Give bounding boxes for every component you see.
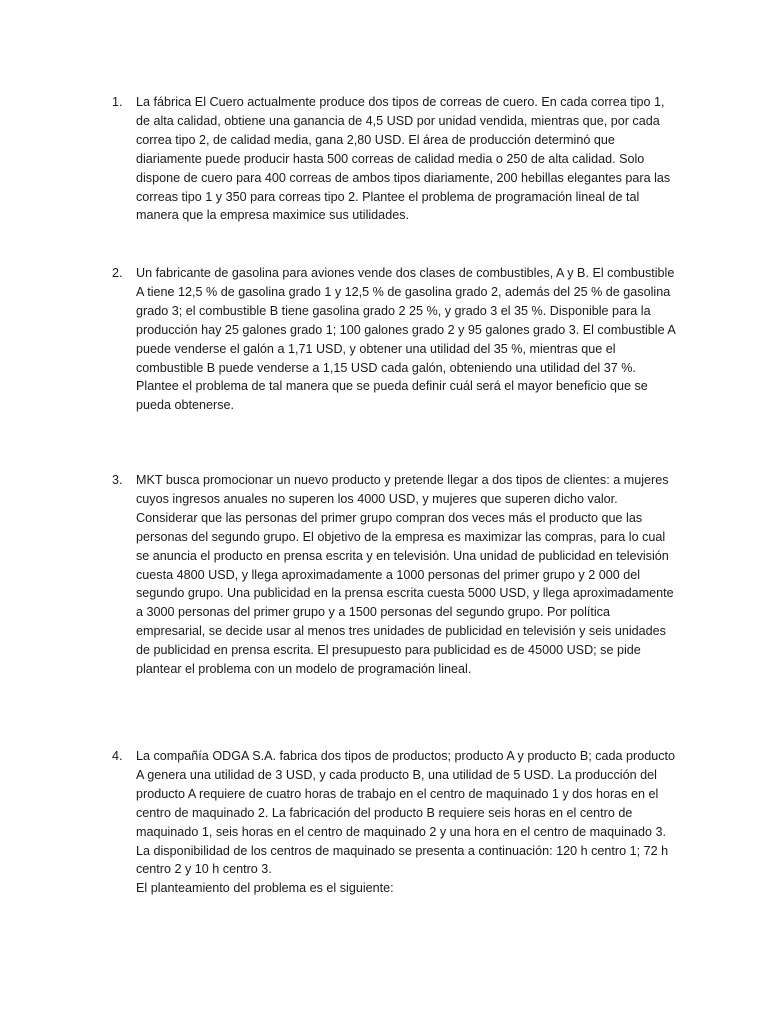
item-number: 1. [112,95,123,109]
item-paragraph-2: El planteamiento del problema es el siguiente: [136,881,394,896]
item-number: 2. [112,266,123,280]
item-number: 4. [112,749,123,763]
problem-item-1 [112,93,678,225]
item-number: 3. [112,473,123,487]
item-paragraph: La fábrica El Cuero actualmente produce dos tipos de correas de cuero. En cada correa tipo 1, de alta calidad, obtiene una ganancia de 4,5 USD por unidad vendida, mientras que, por cada correa tipo 2, de calidad media, gana 2,80 USD. El área de producción determinó que diariamente puede producir hasta 500 correas de calidad media o 250 de alta calidad. Solo dispone de cuero para 400 correas de ambos tipos diariamente, 200 hebillas elegantes para las correas tipo 1 y 350 para correas tipo 2. Plantee el problema de programación lineal de tal manera que la empresa maximice sus utilidades. [136,95,671,223]
item-text [136,747,678,898]
problem-item-4 [112,747,678,898]
item-text [136,93,678,225]
item-text [136,264,678,415]
problem-item-2 [112,264,678,415]
problem-item-3 [112,471,678,679]
item-paragraph: La compañía ODGA S.A. fabrica dos tipos de productos; producto A y producto B; cada producto A genera una utilidad de 3 USD, y cada producto B, una utilidad de 5 USD. La producción del producto A requiere de cuatro horas de trabajo en el centro de maquinado 1 y dos horas en el centro de maquinado 2. La fabricación del producto B requiere seis horas en el centro de maquinado 1, seis horas en el centro de maquinado 2 y una hora en el centro de maquinado 3. La disponibilidad de los centros de maquinado se presenta a continuación: 120 h centro 1; 72 h centro 2 y 10 h centro 3. [136,749,676,877]
item-paragraph: MKT busca promocionar un nuevo producto y pretende llegar a dos tipos de clientes: a mujeres cuyos ingresos anuales no superen los 4000 USD, y mujeres que superen dicho valor. Considerar que las personas del primer grupo compran dos veces más el producto que las personas del segundo grupo. El objetivo de la empresa es maximizar las compras, para lo cual se anuncia el producto en prensa escrita y en televisión. Una unidad de publicidad en televisión cuesta 4800 USD, y llega aproximadamente a 1000 personas del primer grupo y 2 000 del segundo grupo. Una publicidad en la prensa escrita cuesta 5000 USD, y llega aproximadamente a 3000 personas del primer grupo y a 1500 personas del segundo grupo. Por política empresarial, se decide usar al menos tres unidades de publicidad en televisión y seis unidades de publicidad en prensa escrita. El presupuesto para publicidad es de 45000 USD; se pide plantear el problema con un modelo de programación lineal. [136,473,674,677]
item-text [136,471,678,679]
item-paragraph: Un fabricante de gasolina para aviones vende dos clases de combustibles, A y B. El combustible A tiene 12,5 % de gasolina grado 1 y 12,5 % de gasolina grado 2, además del 25 % de gasolina grado 3; el combustible B tiene gasolina grado 2 25 %, y grado 3 el 35 %. Disponible para la producción hay 25 galones grado 1; 100 galones grado 2 y 95 galones grado 3. El combustible A puede venderse el galón a 1,71 USD, y obtener una utilidad del 35 %, mientras que el combustible B puede venderse a 1,15 USD cada galón, obteniendo una utilidad del 37 %. Plantee el problema de tal manera que se pueda definir cuál será el mayor beneficio que se pueda obtenerse. [136,266,676,413]
